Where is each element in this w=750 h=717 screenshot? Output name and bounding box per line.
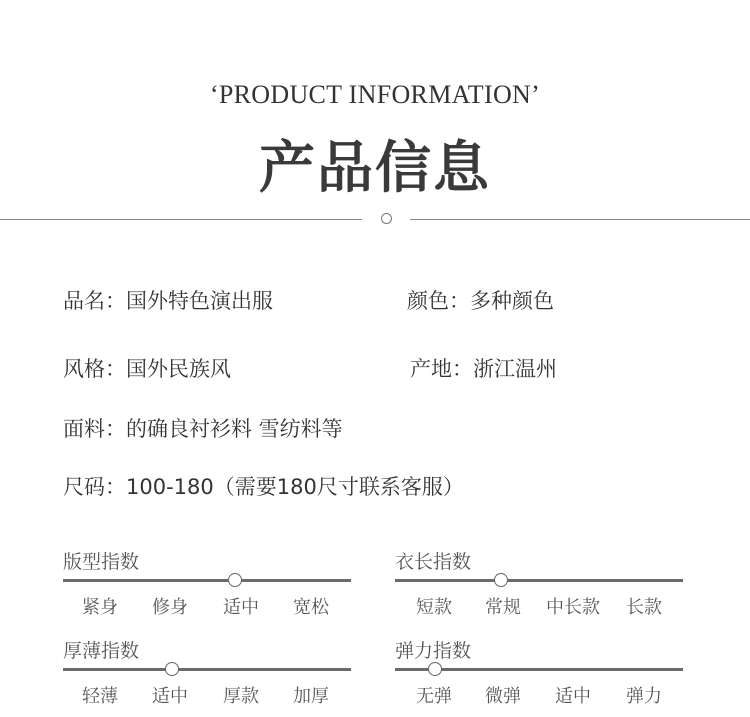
fit-index-knob bbox=[228, 573, 242, 587]
product-fabric: 面料：的确良衬衫料 雪纺料等 bbox=[63, 417, 343, 441]
elasticity-index-title: 弹力指数 bbox=[395, 640, 472, 662]
elasticity-option-4: 弹力 bbox=[626, 686, 662, 707]
product-style: 风格：国外民族风 bbox=[63, 357, 231, 381]
fit-index-track bbox=[63, 579, 351, 582]
thickness-index-knob bbox=[165, 662, 179, 676]
thickness-option-2: 适中 bbox=[152, 686, 188, 707]
fit-option-2: 修身 bbox=[152, 597, 188, 618]
thickness-option-3: 厚款 bbox=[223, 686, 259, 707]
divider-right bbox=[410, 219, 750, 220]
length-option-1: 短款 bbox=[416, 597, 452, 618]
thickness-index-track bbox=[63, 668, 351, 671]
product-size: 尺码：100-180（需要180尺寸联系客服） bbox=[63, 475, 464, 499]
divider-circle-icon bbox=[381, 213, 392, 224]
page-title: 产品信息 bbox=[259, 136, 491, 201]
length-option-4: 长款 bbox=[626, 597, 662, 618]
elasticity-option-1: 无弹 bbox=[416, 686, 452, 707]
fit-option-4: 宽松 bbox=[293, 597, 329, 618]
elasticity-index-knob bbox=[428, 662, 442, 676]
thickness-option-4: 加厚 bbox=[293, 686, 329, 707]
fit-option-3: 适中 bbox=[223, 597, 259, 618]
length-index-track bbox=[395, 579, 683, 582]
elasticity-option-3: 适中 bbox=[555, 686, 591, 707]
product-name: 品名：国外特色演出服 bbox=[63, 289, 273, 313]
thickness-option-1: 轻薄 bbox=[82, 686, 118, 707]
length-index-knob bbox=[494, 573, 508, 587]
length-index-title: 衣长指数 bbox=[395, 551, 472, 573]
thickness-index-title: 厚薄指数 bbox=[63, 640, 140, 662]
length-option-2: 常规 bbox=[485, 597, 521, 618]
fit-option-1: 紧身 bbox=[82, 597, 118, 618]
divider-left bbox=[0, 219, 362, 220]
elasticity-option-2: 微弹 bbox=[485, 686, 521, 707]
product-origin: 产地：浙江温州 bbox=[410, 357, 557, 381]
product-color: 颜色：多种颜色 bbox=[407, 289, 554, 313]
length-option-3: 中长款 bbox=[546, 597, 600, 618]
fit-index-title: 版型指数 bbox=[63, 551, 140, 573]
english-title: ‘PRODUCT INFORMATION’ bbox=[209, 80, 541, 109]
